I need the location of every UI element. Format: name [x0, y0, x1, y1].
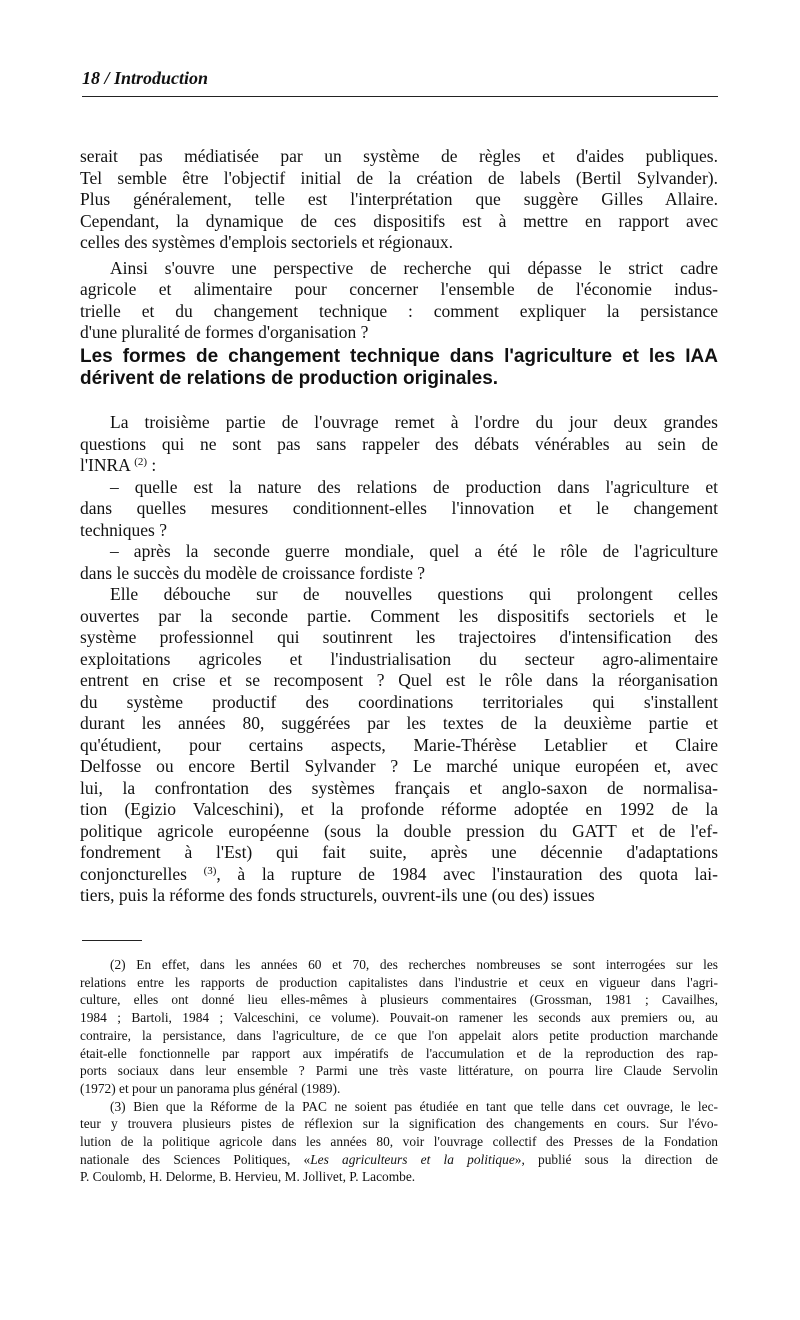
- paragraph-line: [80, 864, 718, 886]
- footnote-line: (3) Bien que la Réforme de la PAC ne soient pas étudiée en tant que telle dans cet ouvrage, le lec-: [110, 1098, 718, 1114]
- footnote-line: [80, 1151, 718, 1169]
- paragraph-line: agricole et alimentaire pour concerner l'ensemble de l'économie indus-: [80, 279, 718, 299]
- paragraph-line: La troisième partie de l'ouvrage remet à l'ordre du jour deux grandes: [110, 412, 718, 432]
- footnote-line: était-elle fonctionnelle par rapport aux impératifs de l'accumulation et de la reproduction des rap-: [80, 1045, 718, 1061]
- paragraph-line: durant les années 80, suggérées par les textes de la deuxième partie et: [80, 713, 718, 733]
- running-head: 18 / Introduction: [82, 68, 209, 88]
- paragraph-line: d'une pluralité de formes d'organisation ?: [80, 322, 369, 342]
- footnote-line: 1984 ; Bartoli, 1984 ; Valceschini, ce volume). Pouvait-on ramener les seconds aux premiers ou, au: [80, 1010, 718, 1026]
- text-span: , à la rupture de 1984 avec l'instauration des quota lai-: [216, 863, 718, 884]
- paragraph-line: système professionnel qui soutinrent les trajectoires d'intensification des: [80, 627, 718, 647]
- body-text-top: [80, 146, 718, 344]
- paragraph-line: Cependant, la dynamique de ces dispositifs est à mettre en rapport avec: [80, 210, 718, 231]
- footnote-line: ports sociaux dans leur ensemble ? Parmi une très vaste littérature, on pourra lire Claude Servolin: [80, 1063, 718, 1079]
- paragraph-line: exploitations agricoles et l'industrialisation du secteur agro-alimentaire: [80, 648, 718, 669]
- paragraph-line: questions qui ne sont pas sans rappeler des débats vénérables au sein de: [80, 433, 718, 454]
- footnote-line: (1972) et pour un panorama plus général (1989).: [80, 1080, 341, 1096]
- body-text-main: [80, 412, 718, 907]
- paragraph-line: tiers, puis la réforme des fonds structurels, ouvrent-ils une (ou des) issues: [80, 885, 595, 905]
- footnote-line: contraire, la persistance, dans l'agriculture, de ce que l'on appelait alors petite production marchande: [80, 1027, 718, 1043]
- paragraph-line: Delfosse ou encore Bertil Sylvander ? Le marché unique européen et, avec: [80, 756, 718, 776]
- footnote-line: culture, elles ont donné lieu elles-mêmes à plusieurs commentaires (Grossman, 1981 ; Cavailhes,: [80, 992, 718, 1008]
- footnote-line: relations entre les rapports de production capitalistes dans l'industrie et ceux en vigueur dans l'agri-: [80, 974, 718, 990]
- paragraph-line: techniques ?: [80, 519, 167, 540]
- italic-title: Les agriculteurs et la politique: [310, 1151, 515, 1167]
- paragraph-line: Tel semble être l'objectif initial de la création de labels (Bertil Sylvander).: [80, 167, 718, 188]
- paragraph-line: du système productif des coordinations territoriales qui s'installent: [80, 691, 718, 712]
- paragraph-line: [80, 455, 718, 477]
- paragraph-line: Elle débouche sur de nouvelles questions qui prolongent celles: [110, 584, 718, 604]
- footnote-line: teur y trouvera plusieurs pistes de réflexion sur la signification des changements en cours. Sur l'évo-: [80, 1116, 718, 1132]
- text-span: nationale des Sciences Politiques, «: [80, 1151, 311, 1167]
- paragraph-line: qu'étudient, pour certains aspects, Marie-Thérèse Letablier et Claire: [80, 734, 718, 755]
- paragraph-line: ouvertes par la seconde partie. Comment les dispositifs sectoriels et le: [80, 605, 718, 626]
- paragraph-line: lui, la confrontation des systèmes français et anglo-saxon de normalisa-: [80, 777, 718, 798]
- heading-line: dérivent de relations de production originales.: [80, 368, 499, 389]
- paragraph-line: – après la seconde guerre mondiale, quel a été le rôle de l'agriculture: [110, 541, 718, 561]
- text-span: l'INRA: [80, 455, 135, 475]
- heading-line: Les formes de changement technique dans l'agriculture et les IAA: [80, 346, 718, 367]
- text-span: », publié sous la direction de: [514, 1151, 718, 1167]
- paragraph-line: Ainsi s'ouvre une perspective de recherche qui dépasse le strict cadre: [110, 257, 718, 278]
- paragraph-line: politique agricole européenne (sous la double pression du GATT et de l'ef-: [80, 820, 718, 841]
- footnote-rule: [82, 940, 142, 941]
- paragraph-line: celles des systèmes d'emplois sectoriels et régionaux.: [80, 232, 453, 252]
- paragraph-line: Plus généralement, telle est l'interprétation que suggère Gilles Allaire.: [80, 189, 718, 209]
- paragraph-line: tion (Egizio Valceschini), et la profonde réforme adoptée en 1992 de la: [80, 799, 718, 819]
- footnote-line: lution de la politique agricole dans les années 80, voir l'ouvrage collectif des Presses de la Fondation: [80, 1134, 718, 1150]
- section-heading: [80, 346, 718, 390]
- text-span: conjoncturelles: [80, 863, 204, 884]
- paragraph-line: dans le succès du modèle de croissance fordiste ?: [80, 562, 426, 583]
- paragraph-line: dans quelles mesures conditionnent-elles l'innovation et le changement: [80, 498, 718, 518]
- paragraph-line: trielle et du changement technique : comment expliquer la persistance: [80, 300, 718, 321]
- footnote-line: (2) En effet, dans les années 60 et 70, des recherches nombreuses se sont interrogées sur les: [110, 957, 718, 972]
- paragraph-line: – quelle est la nature des relations de production dans l'agriculture et: [110, 476, 718, 497]
- footnotes: [80, 956, 718, 1186]
- header-rule: [82, 96, 718, 97]
- paragraph-line: entrent en crise et se recomposent ? Quel est le rôle dans la réorganisation: [80, 670, 718, 690]
- paragraph-line: serait pas médiatisée par un système de règles et d'aides publiques.: [80, 146, 718, 166]
- footnote-reference: (2): [134, 456, 148, 468]
- paragraph-line: fondrement à l'Est) qui fait suite, après une décennie d'adaptations: [80, 842, 718, 862]
- footnote-line: P. Coulomb, H. Delorme, B. Hervieu, M. Jollivet, P. Lacombe.: [80, 1169, 416, 1185]
- text-span: :: [147, 455, 157, 475]
- footnote-reference: (3): [203, 864, 217, 877]
